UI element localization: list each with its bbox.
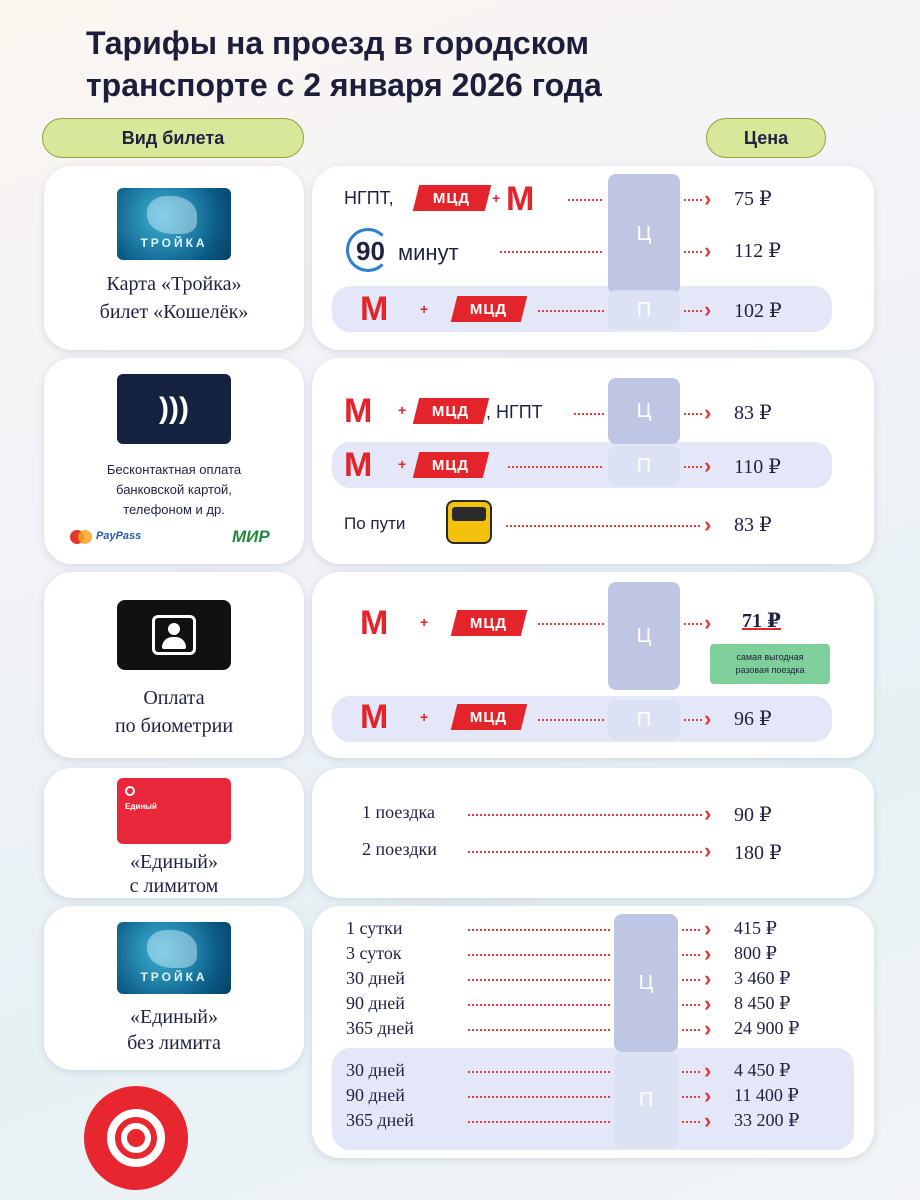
zone-c-marker: Ц <box>608 582 680 690</box>
dotted-line <box>684 466 702 468</box>
troika-card-image <box>117 188 231 260</box>
best-price-value: 71 ₽ <box>742 610 781 632</box>
minutes-label: минут <box>398 240 459 265</box>
biometric-line1: Оплата <box>143 687 205 709</box>
dotted-line <box>684 623 702 625</box>
edinyi-unlimited-card <box>44 906 304 1070</box>
ticket-type-header: Вид билета <box>42 118 304 158</box>
edinyi-unlimited-line1: «Единый» <box>130 1006 218 1028</box>
zone-p-marker: П <box>608 700 680 740</box>
dotted-line <box>508 466 604 468</box>
period-label: 365 дней <box>346 1018 414 1038</box>
dotted-line <box>684 719 702 721</box>
chevron-icon: › <box>704 238 712 263</box>
price-header: Цена <box>706 118 826 158</box>
dotted-line <box>468 929 610 931</box>
zone-c-marker: Ц <box>608 378 680 444</box>
edinyi-card-label: Единый <box>125 802 157 811</box>
chevron-icon: › <box>704 400 712 425</box>
mcd-logo: МЦД <box>451 296 527 322</box>
contactless-line1: Бесконтактная оплата <box>106 462 242 477</box>
period-label: 30 дней <box>346 1060 405 1080</box>
on-way-label: По пути <box>344 514 406 533</box>
dotted-line <box>684 310 702 312</box>
dotted-line <box>682 979 702 981</box>
dotted-line <box>468 1096 610 1098</box>
dotted-line <box>468 1071 610 1073</box>
price-value: 8 450 ₽ <box>734 993 791 1013</box>
contactless-line3: телефоном и др. <box>123 502 225 517</box>
page-title <box>86 22 602 106</box>
plus-sign: + <box>398 402 407 418</box>
period-label: 3 суток <box>346 943 402 963</box>
chevron-icon: › <box>704 966 712 991</box>
chevron-icon: › <box>704 801 712 826</box>
period-label: 90 дней <box>346 1085 405 1105</box>
dotted-line <box>682 1071 702 1073</box>
dotted-line <box>682 954 702 956</box>
chevron-icon: › <box>704 941 712 966</box>
chevron-icon: › <box>704 512 712 537</box>
chevron-icon: › <box>704 297 712 322</box>
zone-p-marker: П <box>614 1052 678 1148</box>
title-line-1: Тарифы на проезд в городском <box>86 25 590 61</box>
price-value: 4 450 ₽ <box>734 1060 791 1080</box>
price-value: 112 ₽ <box>734 240 781 262</box>
contactless-line2: банковской картой, <box>116 482 232 497</box>
trip-count-label: 1 поездка <box>362 802 435 822</box>
dotted-line <box>468 954 610 956</box>
price-value: 33 200 ₽ <box>734 1110 800 1130</box>
price-value: 180 ₽ <box>734 842 782 864</box>
price-value: 415 ₽ <box>734 918 777 938</box>
dotted-line <box>468 851 702 853</box>
metro-logo: М <box>360 290 389 328</box>
chevron-icon: › <box>704 453 712 478</box>
dotted-line <box>468 1004 610 1006</box>
price-value: 96 ₽ <box>734 708 772 730</box>
mcd-logo: МЦД <box>413 185 491 211</box>
period-label: 90 дней <box>346 993 405 1013</box>
contactless-card <box>44 358 304 564</box>
dotted-line <box>506 525 702 527</box>
period-label: 365 дней <box>346 1110 414 1130</box>
troika-wallet-fares <box>312 166 874 350</box>
zone-c-marker: Ц <box>614 914 678 1052</box>
dotted-line <box>538 719 604 721</box>
dotted-line <box>684 413 702 415</box>
mcd-logo: МЦД <box>451 704 527 730</box>
best-deal-badge <box>710 644 830 684</box>
chevron-icon: › <box>704 706 712 731</box>
contactless-fares <box>312 358 874 564</box>
troika-wallet-card <box>44 166 304 350</box>
dotted-line <box>500 251 604 253</box>
mir-logo: МИР <box>232 527 270 546</box>
moscow-transport-logo <box>84 1086 188 1190</box>
dotted-line <box>468 979 610 981</box>
dotted-line <box>468 1121 610 1123</box>
badge-line2: разовая поездка <box>735 665 805 675</box>
title-line-2: транспорте с 2 января 2026 года <box>86 67 602 103</box>
dotted-line <box>568 199 604 201</box>
period-label: 1 сутки <box>346 918 403 938</box>
biometric-line2: по биометрии <box>114 715 234 737</box>
chevron-icon: › <box>704 838 712 863</box>
face-scan-icon <box>117 600 231 670</box>
metro-logo: М <box>506 180 535 218</box>
dotted-line <box>574 413 604 415</box>
troika-card-label: ТРОЙКА <box>140 970 208 984</box>
price-value: 110 ₽ <box>734 456 781 478</box>
price-value: 83 ₽ <box>734 514 772 536</box>
dotted-line <box>468 814 702 816</box>
zone-p-marker: П <box>608 290 680 330</box>
chevron-icon: › <box>704 916 712 941</box>
biometric-card <box>44 572 304 758</box>
card-name-line2: билет «Кошелёк» <box>99 301 249 323</box>
dotted-line <box>684 199 702 201</box>
chevron-icon: › <box>704 1016 712 1041</box>
price-value: 24 900 ₽ <box>734 1018 800 1038</box>
zone-c-marker: Ц <box>608 174 680 294</box>
price-value: 11 400 ₽ <box>734 1085 799 1105</box>
dotted-line <box>682 1121 702 1123</box>
chevron-icon: › <box>704 186 712 211</box>
chevron-icon: › <box>704 1108 712 1133</box>
minutes-number: 90 <box>356 236 385 266</box>
price-value: 75 ₽ <box>734 188 772 210</box>
biometric-fares <box>312 572 874 758</box>
minibus-icon <box>446 500 492 544</box>
chevron-icon: › <box>704 1083 712 1108</box>
edinyi-limited-card <box>44 768 304 898</box>
edinyi-card-image <box>117 778 231 844</box>
plus-sign: + <box>420 301 429 317</box>
metro-logo: М <box>360 604 389 642</box>
ngpt-label: НГПТ, <box>344 188 394 208</box>
zone-p-marker: П <box>608 446 680 486</box>
price-value: 3 460 ₽ <box>734 968 791 988</box>
dotted-line <box>682 1004 702 1006</box>
period-label: 30 дней <box>346 968 405 988</box>
mcd-logo: МЦД <box>451 610 527 636</box>
plus-sign: + <box>420 614 429 630</box>
paypass-logo: PayPass <box>96 530 142 542</box>
troika-card-label: ТРОЙКА <box>140 236 208 250</box>
mastercard-icon <box>78 530 92 544</box>
plus-sign: + <box>398 456 407 472</box>
edinyi-limited-line1: «Единый» <box>130 851 218 873</box>
edinyi-limited-line2: с лимитом <box>129 875 219 897</box>
dotted-line <box>682 1096 702 1098</box>
dotted-line <box>468 1029 610 1031</box>
plus-sign: + <box>420 709 429 725</box>
metro-logo: М <box>344 446 373 484</box>
contactless-icon: ))) <box>117 374 231 444</box>
mcd-logo: МЦД <box>413 452 489 478</box>
price-value: 90 ₽ <box>734 804 772 826</box>
dotted-line <box>684 251 702 253</box>
dotted-line <box>538 310 604 312</box>
metro-logo: М <box>344 392 373 430</box>
chevron-icon: › <box>704 991 712 1016</box>
edinyi-limited-fares <box>312 768 874 898</box>
chevron-icon: › <box>704 1058 712 1083</box>
trip-count-label: 2 поездки <box>362 839 437 859</box>
edinyi-unlimited-fares <box>312 906 874 1158</box>
card-name-line1: Карта «Тройка» <box>106 273 242 295</box>
metro-logo: М <box>360 698 389 736</box>
price-value: 83 ₽ <box>734 402 772 424</box>
troika-card-image <box>117 922 231 994</box>
chevron-icon: › <box>704 610 712 635</box>
price-value: 102 ₽ <box>734 300 782 322</box>
plus-sign: + <box>492 190 501 206</box>
mcd-logo: МЦД <box>413 398 489 424</box>
price-value: 800 ₽ <box>734 943 777 963</box>
badge-line1: самая выгодная <box>736 652 804 662</box>
dotted-line <box>682 1029 702 1031</box>
dotted-line <box>538 623 604 625</box>
dotted-line <box>682 929 702 931</box>
edinyi-unlimited-line2: без лимита <box>127 1032 221 1054</box>
ngpt-label: , НГПТ <box>486 402 543 422</box>
